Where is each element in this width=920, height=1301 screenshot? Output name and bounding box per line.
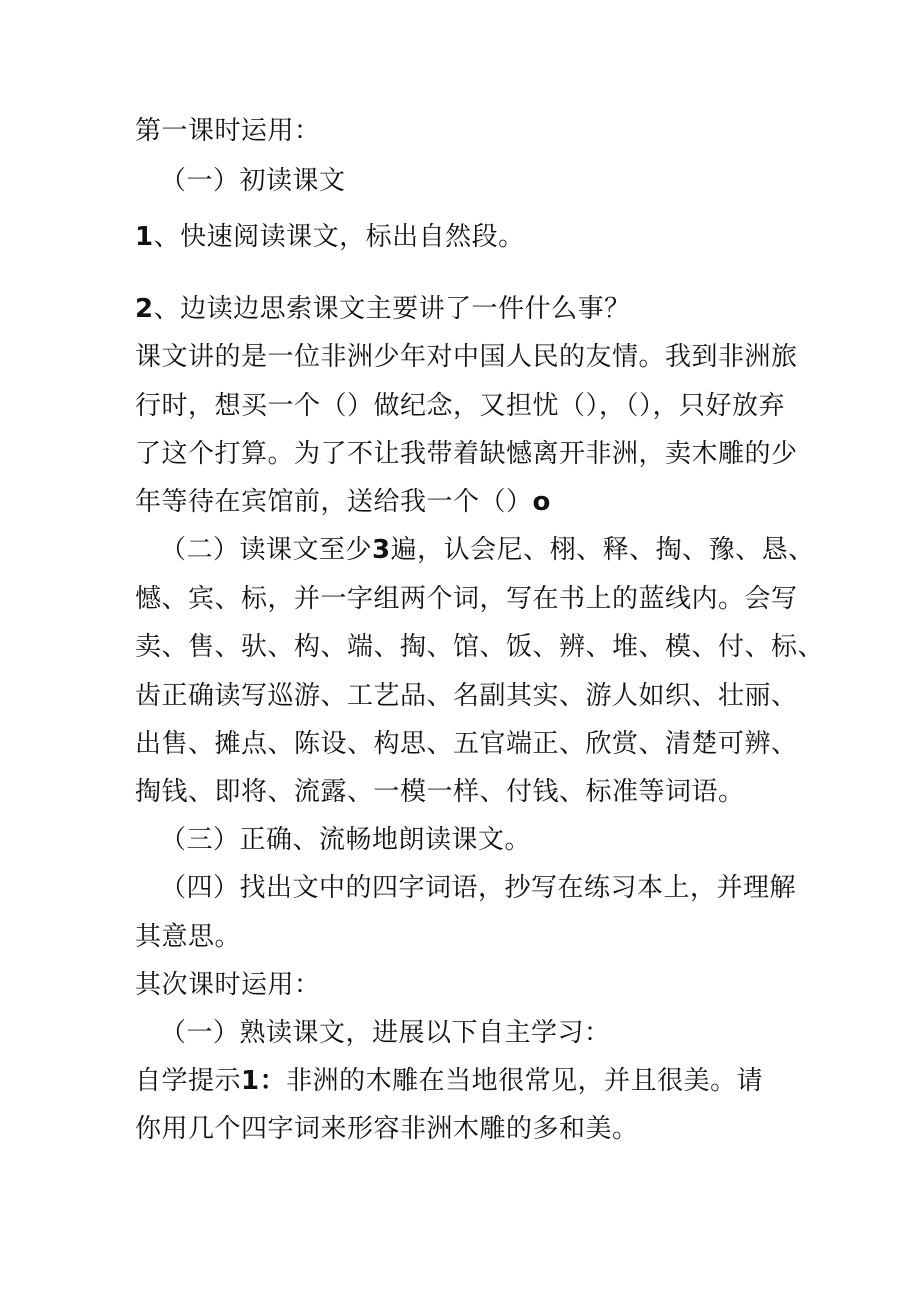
section-heading: （一）初读课文 <box>160 166 346 196</box>
text-line: 课文讲的是一位非洲少年对中国人民的友情。我到非洲旅 <box>135 342 798 372</box>
section-heading: （一）熟读课文，进展以下自主学习： <box>160 1018 611 1048</box>
text-line: 你用几个四字词来形容非洲木雕的多和美。 <box>135 1114 639 1144</box>
text-line: 其次课时运用： <box>135 970 321 1000</box>
text-line: 年等待在宾馆前，送给我一个（）o <box>135 487 551 517</box>
text-line: 憾、宾、标，并一字组两个词，写在书上的蓝线内。会写 <box>135 584 798 614</box>
section-heading: （二）读课文至少3遍，认会尼、栩、释、掏、豫、恳、 <box>160 535 815 565</box>
text-line: 行时，想买一个（）做纪念，又担忧（），（），只好放弃 <box>135 391 786 421</box>
text-line: 其意思。 <box>135 922 242 952</box>
text-line: 掏钱、即将、流露、一模一样、付钱、标准等词语。 <box>135 777 745 807</box>
list-item: 2、边读边思索课文主要讲了一件什么事？ <box>135 294 631 324</box>
text-line: 自学提示1：非洲的木雕在当地很常见，并且很美。请 <box>135 1066 764 1096</box>
text-line: 出售、摊点、陈设、构思、五官端正、欣赏、清楚可辨、 <box>135 729 798 759</box>
text-line: 了这个打算。为了不让我带着缺憾离开非洲，卖木雕的少 <box>135 439 798 469</box>
text-line: 卖、售、驮、构、端、掏、馆、饭、辨、堆、模、付、标、 <box>135 632 825 662</box>
text-line: 第一课时运用： <box>135 116 321 146</box>
section-heading: （四）找出文中的四字词语，抄写在练习本上，并理解 <box>160 873 797 903</box>
text-line: 齿正确读写巡游、工艺品、名副其实、游人如织、壮丽、 <box>135 681 798 711</box>
list-item: 1、快速阅读课文，标出自然段。 <box>135 222 525 252</box>
section-heading: （三）正确、流畅地朗读课文。 <box>160 825 532 855</box>
